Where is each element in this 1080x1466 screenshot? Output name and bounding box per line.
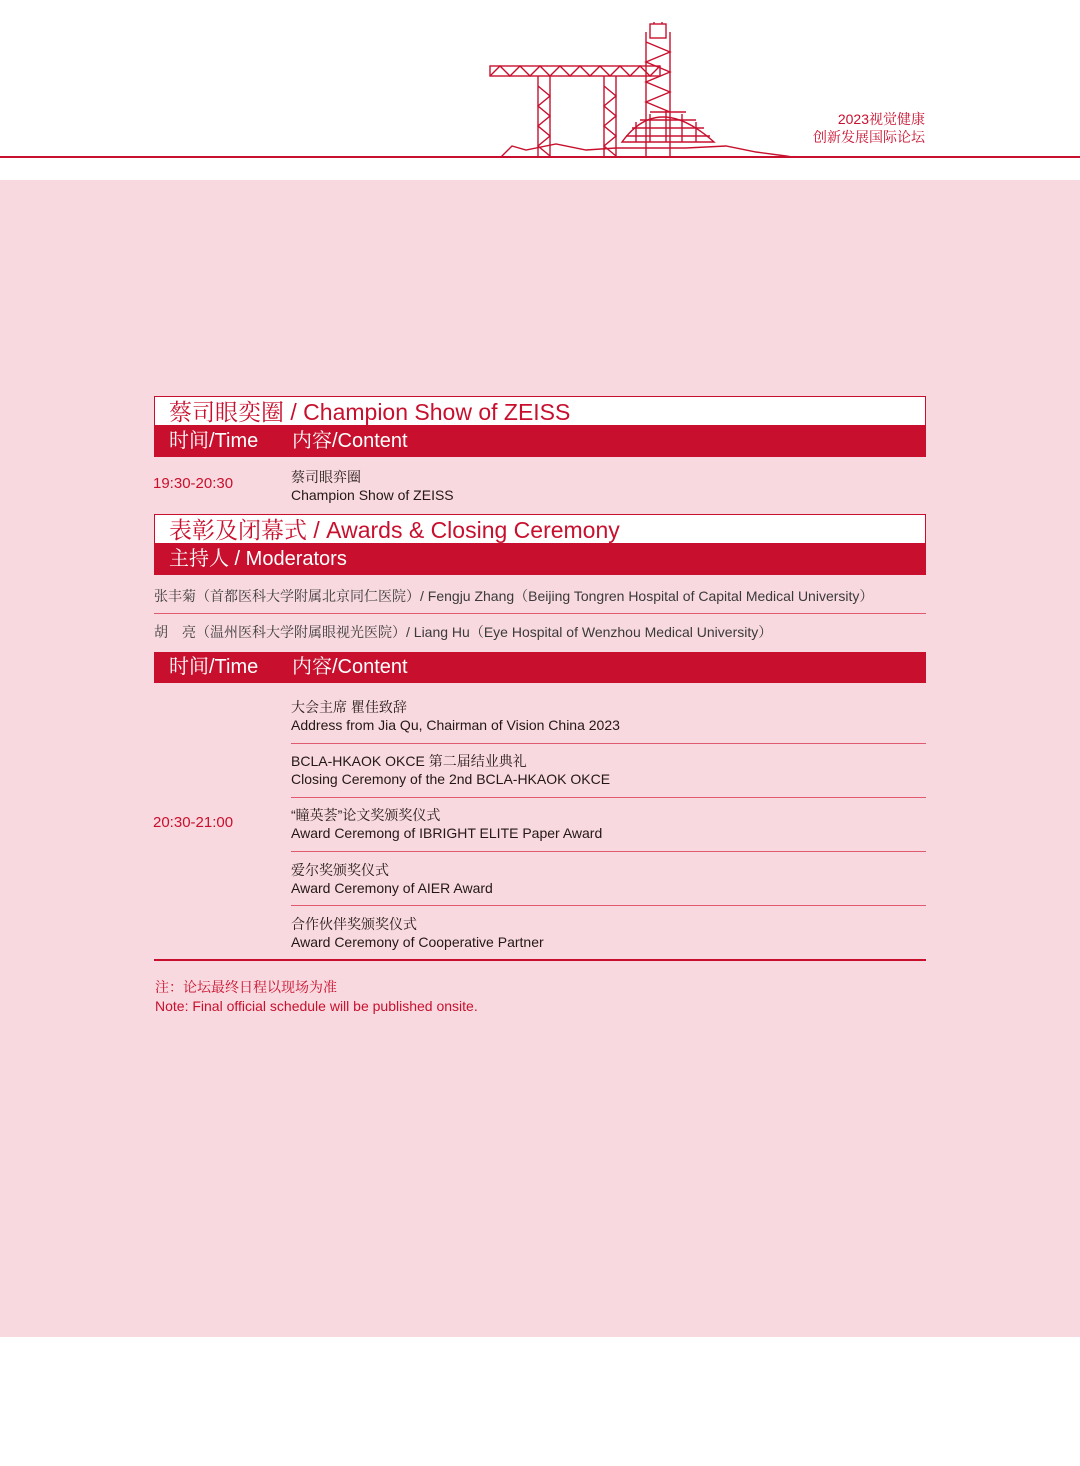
- time-slot: 20:30-21:00: [153, 814, 234, 831]
- moderator-row: 张丰菊（首都医科大学附属北京同仁医院）/ Fengju Zhang（Beijing Tongren Hospital of Capital Medical University）: [154, 583, 926, 614]
- moderators-header-bar: [154, 544, 926, 575]
- industrial-landmark-illustration: [486, 22, 798, 158]
- column-header-content-en: /Content: [332, 656, 408, 678]
- schedule-item-en: Address from Jia Qu, Chairman of Vision China 2023: [291, 717, 620, 733]
- schedule-item-zh: BCLA-HKAOK OKCE 第二届结业典礼: [291, 753, 527, 769]
- schedule-item: [291, 915, 926, 951]
- schedule-item: [291, 806, 926, 852]
- header-divider: [0, 156, 1080, 158]
- schedule-item-zh: 合作伙伴奖颁奖仪式: [291, 916, 417, 932]
- schedule-item: [291, 861, 926, 906]
- event-title: [813, 110, 925, 146]
- schedule-item: [291, 752, 926, 798]
- event-title-line1: 2023视觉健康: [837, 111, 925, 127]
- section-title: 表彰及闭幕式 / Awards & Closing Ceremony: [154, 514, 926, 544]
- table-bottom-divider: [154, 959, 926, 961]
- schedule-item-en: Champion Show of ZEISS: [291, 487, 454, 503]
- table-header-bar: [154, 426, 926, 457]
- column-header-time-en: /Time: [209, 430, 259, 452]
- column-header-content-en: /Content: [332, 430, 408, 452]
- schedule-item-en: Award Ceremony of Cooperative Partner: [291, 934, 544, 950]
- column-header-time-zh: 时间: [169, 656, 209, 678]
- note-zh: 注：论坛最终日程以现场为准: [155, 979, 337, 995]
- schedule-item-en: Award Ceremong of IBRIGHT ELITE Paper Award: [291, 825, 603, 841]
- schedule-item-zh: “瞳英荟”论文奖颁奖仪式: [291, 807, 441, 823]
- column-header-content: [292, 652, 408, 683]
- column-header-content-zh: 内容: [292, 656, 332, 678]
- schedule-item-zh: 大会主席 瞿佳致辞: [291, 699, 407, 715]
- time-slot: 19:30-20:30: [153, 475, 234, 492]
- table-header-bar: [154, 652, 926, 683]
- section-title: 蔡司眼奕圈 / Champion Show of ZEISS: [154, 396, 926, 426]
- page-header: [0, 0, 1080, 180]
- column-header-content: [292, 426, 408, 457]
- column-header-time-en: /Time: [209, 656, 259, 678]
- column-header-time: [169, 652, 258, 683]
- schedule-item-zh: 蔡司眼弈圈: [291, 469, 361, 485]
- section-champion-show: [154, 396, 926, 457]
- moderators-label: 主持人 / Moderators: [169, 548, 347, 570]
- schedule-item: [291, 468, 926, 504]
- schedule-item: [291, 698, 926, 744]
- schedule-item-en: Closing Ceremony of the 2nd BCLA-HKAOK OKCE: [291, 771, 611, 787]
- event-title-line2: 创新发展国际论坛: [813, 129, 925, 145]
- schedule-note: [155, 978, 478, 1016]
- column-header-time: [169, 426, 258, 457]
- moderator-row: 胡 亮（温州医科大学附属眼视光医院）/ Liang Hu（Eye Hospital of Wenzhou Medical University）: [154, 624, 773, 640]
- note-en: Note: Final official schedule will be published onsite.: [155, 998, 478, 1014]
- column-header-time-zh: 时间: [169, 430, 209, 452]
- section-awards-closing: [154, 514, 926, 575]
- schedule-item-en: Award Ceremony of AIER Award: [291, 880, 493, 896]
- schedule-item-zh: 爱尔奖颁奖仪式: [291, 862, 389, 878]
- column-header-content-zh: 内容: [292, 430, 332, 452]
